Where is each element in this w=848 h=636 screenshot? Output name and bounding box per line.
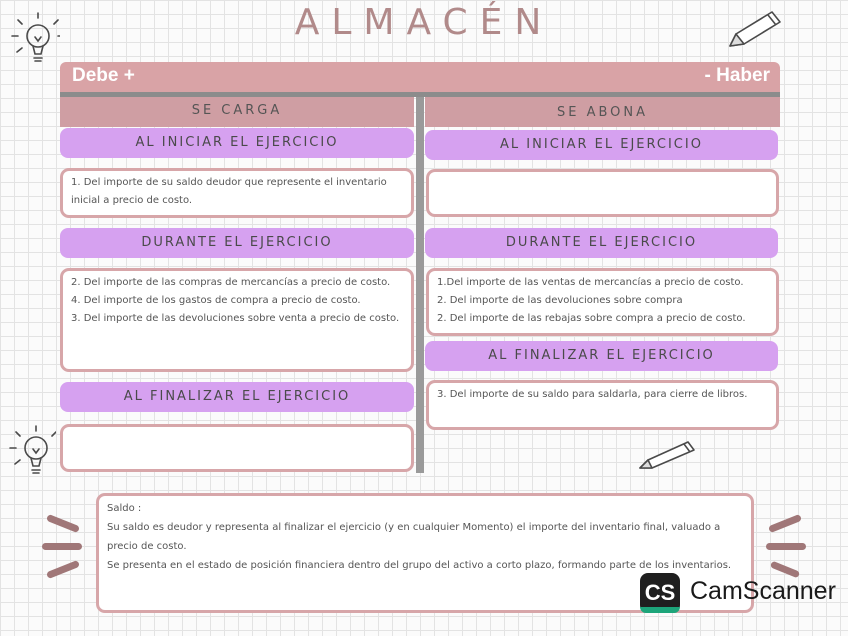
right-heading-durante: DURANTE EL EJERCICIO	[425, 228, 778, 258]
decor-dash	[766, 543, 806, 550]
right-column-header: SE ABONA	[425, 97, 780, 127]
right-heading-inicio: AL INICIAR EL EJERCICIO	[425, 130, 778, 160]
left-heading-finalizar: AL FINALIZAR EL EJERCICIO	[60, 382, 414, 412]
decor-dash	[46, 560, 80, 579]
pencil-icon	[636, 438, 698, 474]
decor-dash	[42, 543, 82, 550]
list-item: 2. Del importe de las rebajas sobre compra a precio de costo.	[437, 313, 746, 324]
left-box-durante	[60, 268, 414, 372]
saldo-text-2: Se presenta en el estado de posición financiera dentro del grupo del activo a corto plazo, formando parte de los inventarios.	[107, 560, 732, 571]
list-item: 2. Del importe de las devoluciones sobre compra	[437, 295, 683, 306]
debe-haber-banner	[60, 62, 780, 92]
right-box-finalizar	[426, 380, 779, 430]
right-heading-finalizar: AL FINALIZAR EL EJERCICIO	[425, 341, 778, 371]
list-item: 2. Del importe de las compras de mercancías a precio de costo.	[71, 277, 391, 288]
lightbulb-icon	[6, 424, 56, 478]
list-item: 3. Del importe de las devoluciones sobre venta a precio de costo.	[71, 313, 400, 324]
left-column-header: SE CARGA	[60, 97, 414, 127]
pencil-icon	[724, 8, 784, 52]
left-box-inicio	[60, 168, 414, 218]
page-title: ALMACÉN	[294, 2, 554, 43]
camscanner-text: CamScanner	[690, 577, 836, 605]
saldo-text-1: Su saldo es deudor y representa al finalizar el ejercicio (y en cualquier Momento) el importe del inventario final, valuado a precio de costo.	[107, 522, 721, 552]
left-heading-inicio: AL INICIAR EL EJERCICIO	[60, 128, 414, 158]
list-item: 4. Del importe de los gastos de compra a precio de costo.	[71, 295, 361, 306]
list-item: 1.Del importe de las ventas de mercancías a precio de costo.	[437, 277, 744, 288]
list-item: 3. Del importe de su saldo para saldarla, para cierre de libros.	[437, 389, 748, 400]
haber-label: - Haber	[704, 65, 770, 86]
column-divider	[416, 97, 424, 473]
camscanner-logo: CS	[640, 573, 680, 613]
left-heading-durante: DURANTE EL EJERCICIO	[60, 228, 414, 258]
lightbulb-icon	[8, 10, 60, 64]
left-box-finalizar	[60, 424, 414, 472]
decor-dash	[770, 561, 800, 579]
decor-dash	[46, 514, 80, 533]
right-box-inicio	[426, 169, 779, 217]
list-item: 1. Del importe de su saldo deudor que represente el inventario inicial a precio de costo.	[71, 177, 387, 206]
decor-dash	[768, 514, 802, 533]
saldo-label: Saldo :	[107, 503, 142, 514]
debe-label: Debe +	[72, 65, 135, 86]
right-box-durante	[426, 268, 779, 336]
